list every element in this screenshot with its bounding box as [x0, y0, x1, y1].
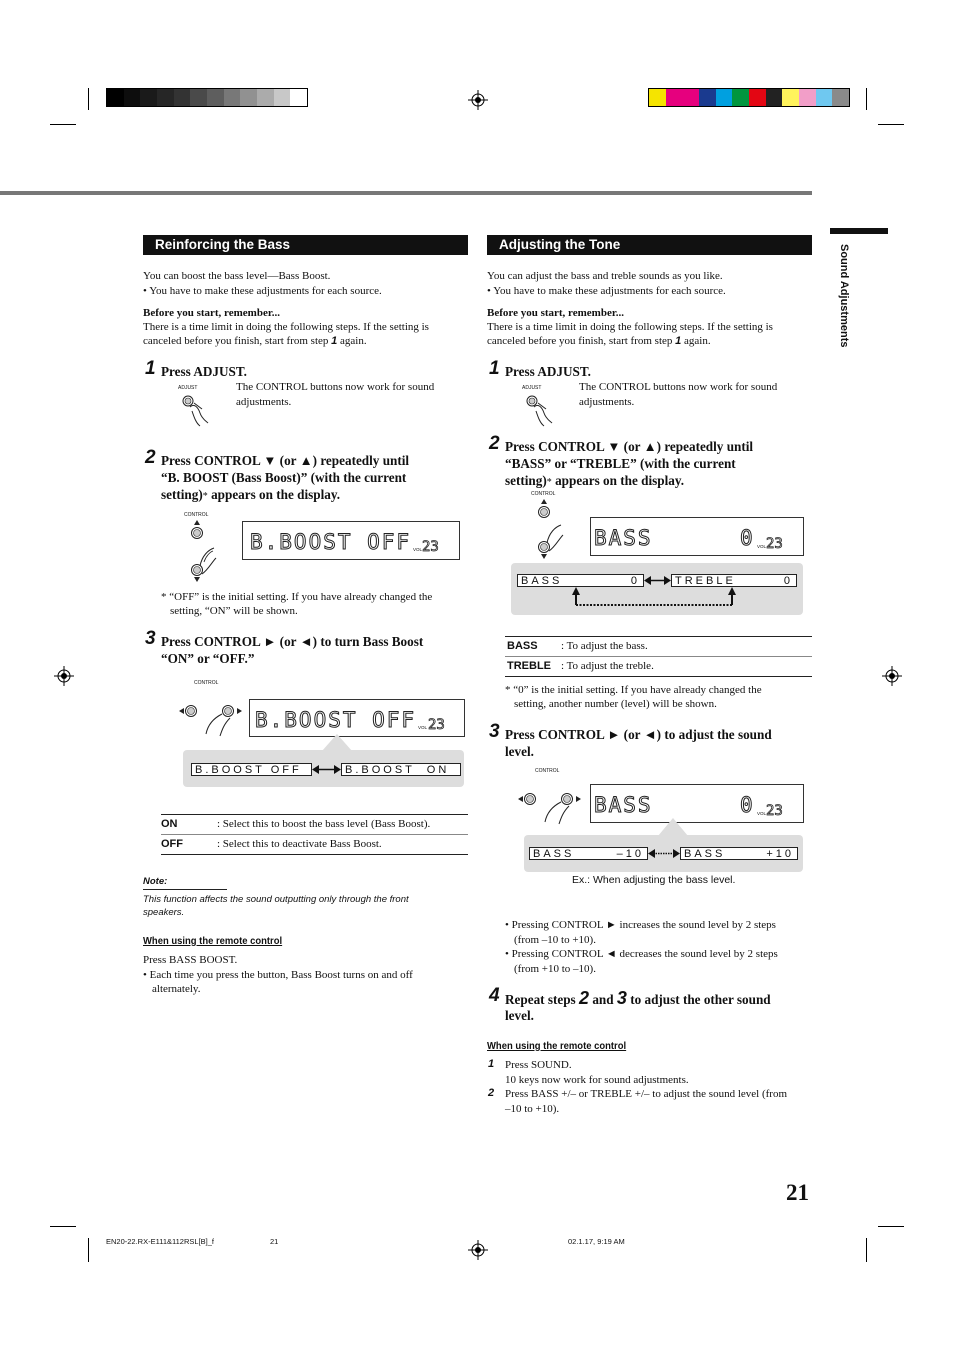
display-option-off: B.BOOST OFF [191, 763, 312, 776]
intro-bullet: • You have to make these adjustments for each source. [487, 285, 726, 297]
intro-text: You can boost the bass level—Bass Boost. [143, 270, 331, 282]
before-text-part: canceled before you finish, start from step [143, 335, 329, 347]
crop-mark [878, 1226, 904, 1227]
color-swatch [157, 89, 174, 106]
color-swatch [207, 89, 224, 106]
hand-press-icon [524, 393, 554, 427]
control-label: CONTROL [184, 512, 209, 518]
table-value: : To adjust the bass. [561, 640, 648, 652]
footer-date: 02.1.17, 9:19 AM [568, 1237, 625, 1246]
crop-mark [88, 1238, 89, 1262]
before-text-part: again. [340, 335, 367, 347]
section-heading-bass-boost: Reinforcing the Bass [143, 235, 468, 255]
remote-text: alternately. [152, 983, 201, 995]
step-ref: 2 [579, 988, 590, 1008]
crop-mark [88, 88, 89, 110]
color-swatch [782, 89, 799, 106]
registration-mark-icon [882, 666, 902, 686]
table-key: TREBLE [507, 660, 551, 672]
figure-caption: Ex.: When adjusting the bass level. [572, 874, 736, 886]
crop-mark [50, 1226, 76, 1227]
color-swatch [124, 89, 141, 106]
control-label: CONTROL [194, 680, 219, 686]
step-desc: The CONTROL buttons now work for sound [579, 381, 778, 393]
color-swatch [107, 89, 124, 106]
table-row [161, 815, 468, 834]
step-text: Press CONTROL ► (or ◄) to turn Bass Boost [161, 634, 424, 649]
table-key: BASS [507, 640, 538, 652]
step-text-part: setting) [505, 473, 547, 488]
color-swatch [240, 89, 257, 106]
remote-text: Press BASS +/– or TREBLE +/– to adjust the sound level (from [505, 1088, 787, 1100]
step-text [505, 990, 771, 1008]
step-desc: adjustments. [579, 396, 635, 408]
asterisk: * [546, 477, 552, 488]
footnote: * “0” is the initial setting. If you have already changed the [505, 684, 762, 696]
color-swatch [190, 89, 207, 106]
adjust-label: ADJUST [522, 385, 542, 391]
table-value: : Select this to deactivate Bass Boost. [217, 838, 382, 850]
step-text-part: appears on the display. [551, 473, 685, 488]
color-swatch [257, 89, 274, 106]
step-number: 1 [489, 358, 500, 379]
page-number: 21 [786, 1180, 809, 1205]
registration-mark-icon [54, 666, 74, 686]
crop-mark [50, 124, 76, 125]
hand-press-icon [180, 393, 210, 427]
crop-mark [878, 124, 904, 125]
remote-text: Press SOUND. [505, 1059, 572, 1071]
footer-file: EN20-22.RX-E111&112RSL[B]_f [106, 1237, 214, 1246]
control-buttons-icon [186, 518, 218, 584]
box-label: BASS [684, 848, 726, 860]
color-swatch [699, 89, 716, 106]
step-text-part: and [592, 992, 614, 1007]
registration-mark-icon [468, 1240, 488, 1260]
step-text-part: Repeat steps [505, 992, 576, 1007]
table-key: ON [161, 818, 178, 830]
vol-number: 23 [428, 717, 445, 733]
step-text: “BASS” or “TREBLE” (with the current [505, 456, 736, 471]
bullet-text: • Pressing CONTROL ◄ decreases the sound level by 2 steps [505, 948, 778, 960]
adjust-label: ADJUST [178, 385, 198, 391]
display-value: 0 [740, 526, 755, 550]
box-value: –10 [616, 848, 644, 860]
step-text [161, 486, 340, 505]
control-buttons-icon [178, 700, 244, 736]
display-option-bass [517, 574, 644, 587]
display-text: BASS [594, 526, 653, 550]
step-number: 2 [145, 447, 156, 468]
display-text: BASS [594, 793, 653, 817]
color-swatch [682, 89, 699, 106]
step-ref: 1 [675, 335, 682, 347]
step-desc: adjustments. [236, 396, 292, 408]
footnote: * “OFF” is the initial setting. If you have already changed the [161, 591, 433, 603]
dotted-double-arrow-icon [648, 849, 680, 858]
remote-item-number: 1 [488, 1058, 495, 1070]
color-swatch [140, 89, 157, 106]
remote-title: When using the remote control [143, 935, 283, 947]
box-value: 0 [630, 575, 640, 587]
remote-text: 10 keys now work for sound adjustments. [505, 1074, 689, 1086]
intro-text: You can adjust the bass and treble sounds as you like. [487, 270, 723, 282]
color-swatch [716, 89, 733, 106]
step-number: 3 [145, 628, 156, 649]
display-value: 0 [740, 793, 755, 817]
vol-number: 23 [766, 803, 783, 819]
asterisk: * [202, 491, 208, 502]
step-text [505, 472, 684, 491]
step-text: “ON” or “OFF.” [161, 651, 255, 666]
before-text: There is a time limit in doing the following steps. If the setting is [143, 321, 429, 333]
color-swatch [816, 89, 833, 106]
box-value: 0 [783, 575, 793, 587]
display-text: B.BOOST OFF [255, 708, 417, 732]
box-label: TREBLE [675, 575, 736, 587]
bullet-text: • Pressing CONTROL ► increases the sound level by 2 steps [505, 919, 776, 931]
before-title: Before you start, remember... [143, 307, 280, 319]
step-text-part: appears on the display. [207, 487, 341, 502]
options-table [505, 636, 812, 677]
table-row [505, 656, 812, 676]
color-bar-grayscale [106, 88, 308, 107]
bullet-text: (from +10 to –10). [514, 963, 596, 975]
color-swatch [174, 89, 191, 106]
step-text: Press CONTROL ▼ (or ▲) repeatedly until [505, 439, 754, 454]
options-table [161, 814, 468, 855]
display-option-treble [671, 574, 797, 587]
vol-label: VOL [413, 547, 423, 552]
footnote: setting, another number (level) will be shown. [514, 698, 717, 710]
step-number: 1 [145, 358, 156, 379]
color-swatch [666, 89, 683, 106]
section-heading-tone: Adjusting the Tone [487, 235, 812, 255]
intro-bullet: • You have to make these adjustments for each source. [143, 285, 382, 297]
color-swatch [224, 89, 241, 106]
before-text [143, 334, 367, 349]
step-text-part: to adjust the other sound [630, 992, 771, 1007]
remote-text: –10 to +10). [505, 1103, 560, 1115]
remote-title: When using the remote control [487, 1040, 627, 1052]
pointer-triangle [322, 734, 352, 751]
step-number: 3 [489, 721, 500, 742]
table-row [161, 834, 468, 854]
step-number: 4 [489, 985, 500, 1006]
display-option-bass-max [680, 847, 798, 860]
step-text: Press ADJUST. [161, 364, 247, 379]
note-rule [143, 889, 227, 890]
note-text: This function affects the sound outputting only through the front [143, 894, 409, 905]
color-swatch [766, 89, 783, 106]
color-swatch [799, 89, 816, 106]
double-arrow-icon [312, 765, 341, 774]
step-text: Press CONTROL ▼ (or ▲) repeatedly until [161, 453, 410, 468]
step-text: “B. BOOST (Bass Boost)” (with the current [161, 470, 407, 485]
side-tab-label: Sound Adjustments [838, 244, 850, 348]
color-swatch [749, 89, 766, 106]
note-text: speakers. [143, 907, 185, 918]
display-text: B.BOOST OFF [250, 530, 412, 554]
color-swatch [732, 89, 749, 106]
color-swatch [274, 89, 291, 106]
step-number: 2 [489, 433, 500, 454]
step-ref: 3 [616, 988, 627, 1008]
display-option-bass-min [529, 847, 648, 860]
registration-mark-icon [468, 90, 488, 110]
box-label: BASS [533, 848, 575, 860]
table-key: OFF [161, 838, 183, 850]
color-bar-process [648, 88, 850, 107]
control-label: CONTROL [531, 491, 556, 497]
before-text-part: again. [684, 335, 711, 347]
before-text [487, 334, 711, 349]
color-swatch [290, 89, 307, 106]
control-buttons-icon [517, 788, 583, 824]
vol-label: VOL [757, 811, 767, 816]
top-rule [0, 191, 812, 195]
display-option-on: B.BOOST ON [341, 763, 461, 776]
side-tab-bar [830, 228, 888, 234]
step-text: Press CONTROL ► (or ◄) to adjust the sound [505, 727, 772, 742]
remote-text: • Each time you press the button, Bass Boost turns on and off [143, 969, 413, 981]
before-text: There is a time limit in doing the following steps. If the setting is [487, 321, 773, 333]
vol-number: 23 [422, 539, 439, 555]
bullet-text: (from –10 to +10). [514, 934, 596, 946]
crop-mark [866, 1238, 867, 1262]
remote-item-number: 2 [488, 1087, 495, 1099]
color-swatch [649, 89, 666, 106]
step-text: Press ADJUST. [505, 364, 591, 379]
box-label: BASS [521, 575, 563, 587]
step-desc: The CONTROL buttons now work for sound [236, 381, 435, 393]
step-text: level. [505, 744, 534, 759]
before-title: Before you start, remember... [487, 307, 624, 319]
step-text: level. [505, 1008, 534, 1023]
loop-arrow-icon [570, 587, 738, 609]
table-value: : To adjust the treble. [561, 660, 654, 672]
note-title: Note: [143, 876, 168, 887]
table-row [505, 637, 812, 656]
color-swatch [832, 89, 849, 106]
control-buttons-icon [533, 497, 565, 563]
before-text-part: canceled before you finish, start from step [487, 335, 673, 347]
vol-number: 23 [766, 536, 783, 552]
step-text-part: setting) [161, 487, 203, 502]
control-label: CONTROL [535, 768, 560, 774]
pointer-triangle [658, 818, 688, 836]
footnote: setting, “ON” will be shown. [170, 605, 298, 617]
double-arrow-icon [644, 576, 671, 585]
table-value: : Select this to boost the bass level (Bass Boost). [217, 818, 431, 830]
crop-mark [866, 88, 867, 110]
footer-page: 21 [270, 1237, 279, 1246]
remote-text: Press BASS BOOST. [143, 954, 238, 966]
vol-label: VOL [757, 544, 767, 549]
vol-label: VOL [418, 725, 428, 730]
step-ref: 1 [331, 335, 338, 347]
box-value: +10 [766, 848, 794, 860]
